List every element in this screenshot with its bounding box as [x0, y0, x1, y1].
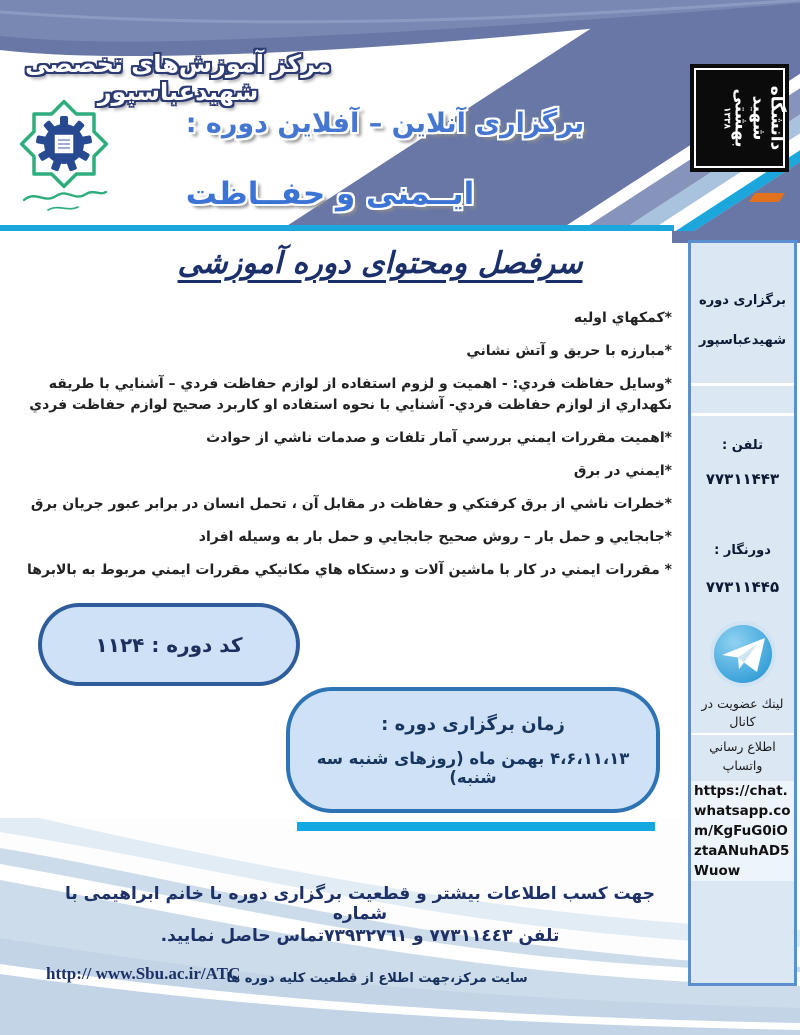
schedule-title: زمان برگزاری دوره :	[381, 713, 565, 735]
course-code-label: کد دوره : ۱۱۲۴	[95, 632, 243, 657]
topic-item: *جابجايي و حمل بار – روش صحيح جابجايي و حمل بار به وسيله افراد	[198, 529, 672, 545]
channel-note-line2: كانال	[729, 714, 756, 729]
university-seal-logo	[690, 64, 789, 172]
site-note: سایت مرکز،جهت اطلاع از قطعیت کلیه دوره ها	[226, 971, 528, 986]
sidebar-separator	[691, 733, 794, 735]
topic-item: * مقررات ايمني در كار با ماشين آلات و دستكاه هاي مكانيكي مقررات ايمني مربوط به بالابرها	[27, 562, 672, 578]
fax-label: دورنگار :	[714, 543, 771, 558]
schedule-dates: ۴،۶،۱۱،۱۳ بهمن ماه (روزهای شنبه سه شنبه)	[316, 748, 630, 787]
fax-number: ۷۷۳۱۱۴۴۵	[705, 578, 780, 596]
topic-item: *وسايل حفاظت فردي: - اهميت و لزوم استفاده از لوازم حفاظت فردي – آشنايي با طريقه نكهداري از لوازم حفاظت فردي- آشنايي با نحوه استفاده او كاربرد صحيح لوازم حفاظت فردي	[29, 376, 672, 413]
sidebar-org-line2: شهیدعباسپور	[699, 333, 786, 348]
schedule-underline-bar	[297, 822, 655, 831]
phone-label: تلفن :	[722, 438, 763, 453]
channel-note-line4: واتساپ	[722, 758, 763, 773]
course-title: ایــمنی و حفــاظت	[185, 176, 475, 212]
training-center-emblem-icon	[16, 96, 112, 218]
contact-sidebar-panel	[688, 240, 797, 986]
channel-note-line3: اطلاع رساني	[709, 739, 776, 754]
topic-item: *اهميت مقررات ايمني بررسي آمار تلفات و صدمات ناشي از حوادث	[206, 430, 672, 446]
course-code-pill	[38, 603, 300, 686]
section-title: سرفصل ومحتوای دوره آموزشی	[177, 246, 583, 281]
header-divider-line	[0, 225, 674, 231]
topics-list	[14, 308, 672, 593]
delivery-mode-line: برگزاری آنلاین – آفلاین دوره :	[185, 108, 585, 139]
sidebar-separator	[691, 413, 794, 416]
sidebar-separator	[691, 383, 794, 386]
topic-item: *خطرات ناشي از برق كرفتكي و حفاظت در مقابل آن ، تحمل انسان در برابر عبور جريان برق	[30, 496, 672, 512]
channel-note-line1: لینك عضویت در	[701, 696, 784, 711]
sidebar-org-line1: برگزاری دوره	[699, 293, 786, 308]
phone-number: ۷۷۳۱۱۴۴۳	[705, 470, 780, 488]
org-title: مرکز آموزش‌های تخصصی شهیدعباسپور	[25, 50, 331, 106]
telegram-icon[interactable]	[710, 621, 776, 691]
site-url-link[interactable]: http:// www.Sbu.ac.ir/ATC	[46, 964, 241, 983]
whatsapp-link[interactable]: https://chat.whatsapp.com/KgFuG0iOztaANuhAD5Wuow	[691, 781, 794, 881]
topic-item: *مبارزه با حريق و آتش نشاني	[466, 343, 672, 359]
schedule-pill	[286, 687, 660, 813]
university-seal-text: دانشگاه شهید بهشتی ۱۳۳۸	[721, 85, 787, 151]
footer-info-line1: جهت کسب اطلاعات بیشتر و قطعیت برگزاری دوره با خانم ابراهیمی با شماره	[64, 884, 656, 924]
topic-item: *كمكهاي اوليه	[573, 310, 672, 326]
topic-item: *ايمني در برق	[573, 463, 672, 479]
footer-info-line2: تلفن ٧٧٣١١٤٤٣ و ٧٣٩٣٢٧٦١تماس حاصل نمایید.	[160, 926, 560, 946]
orange-accent-dash	[749, 193, 785, 202]
